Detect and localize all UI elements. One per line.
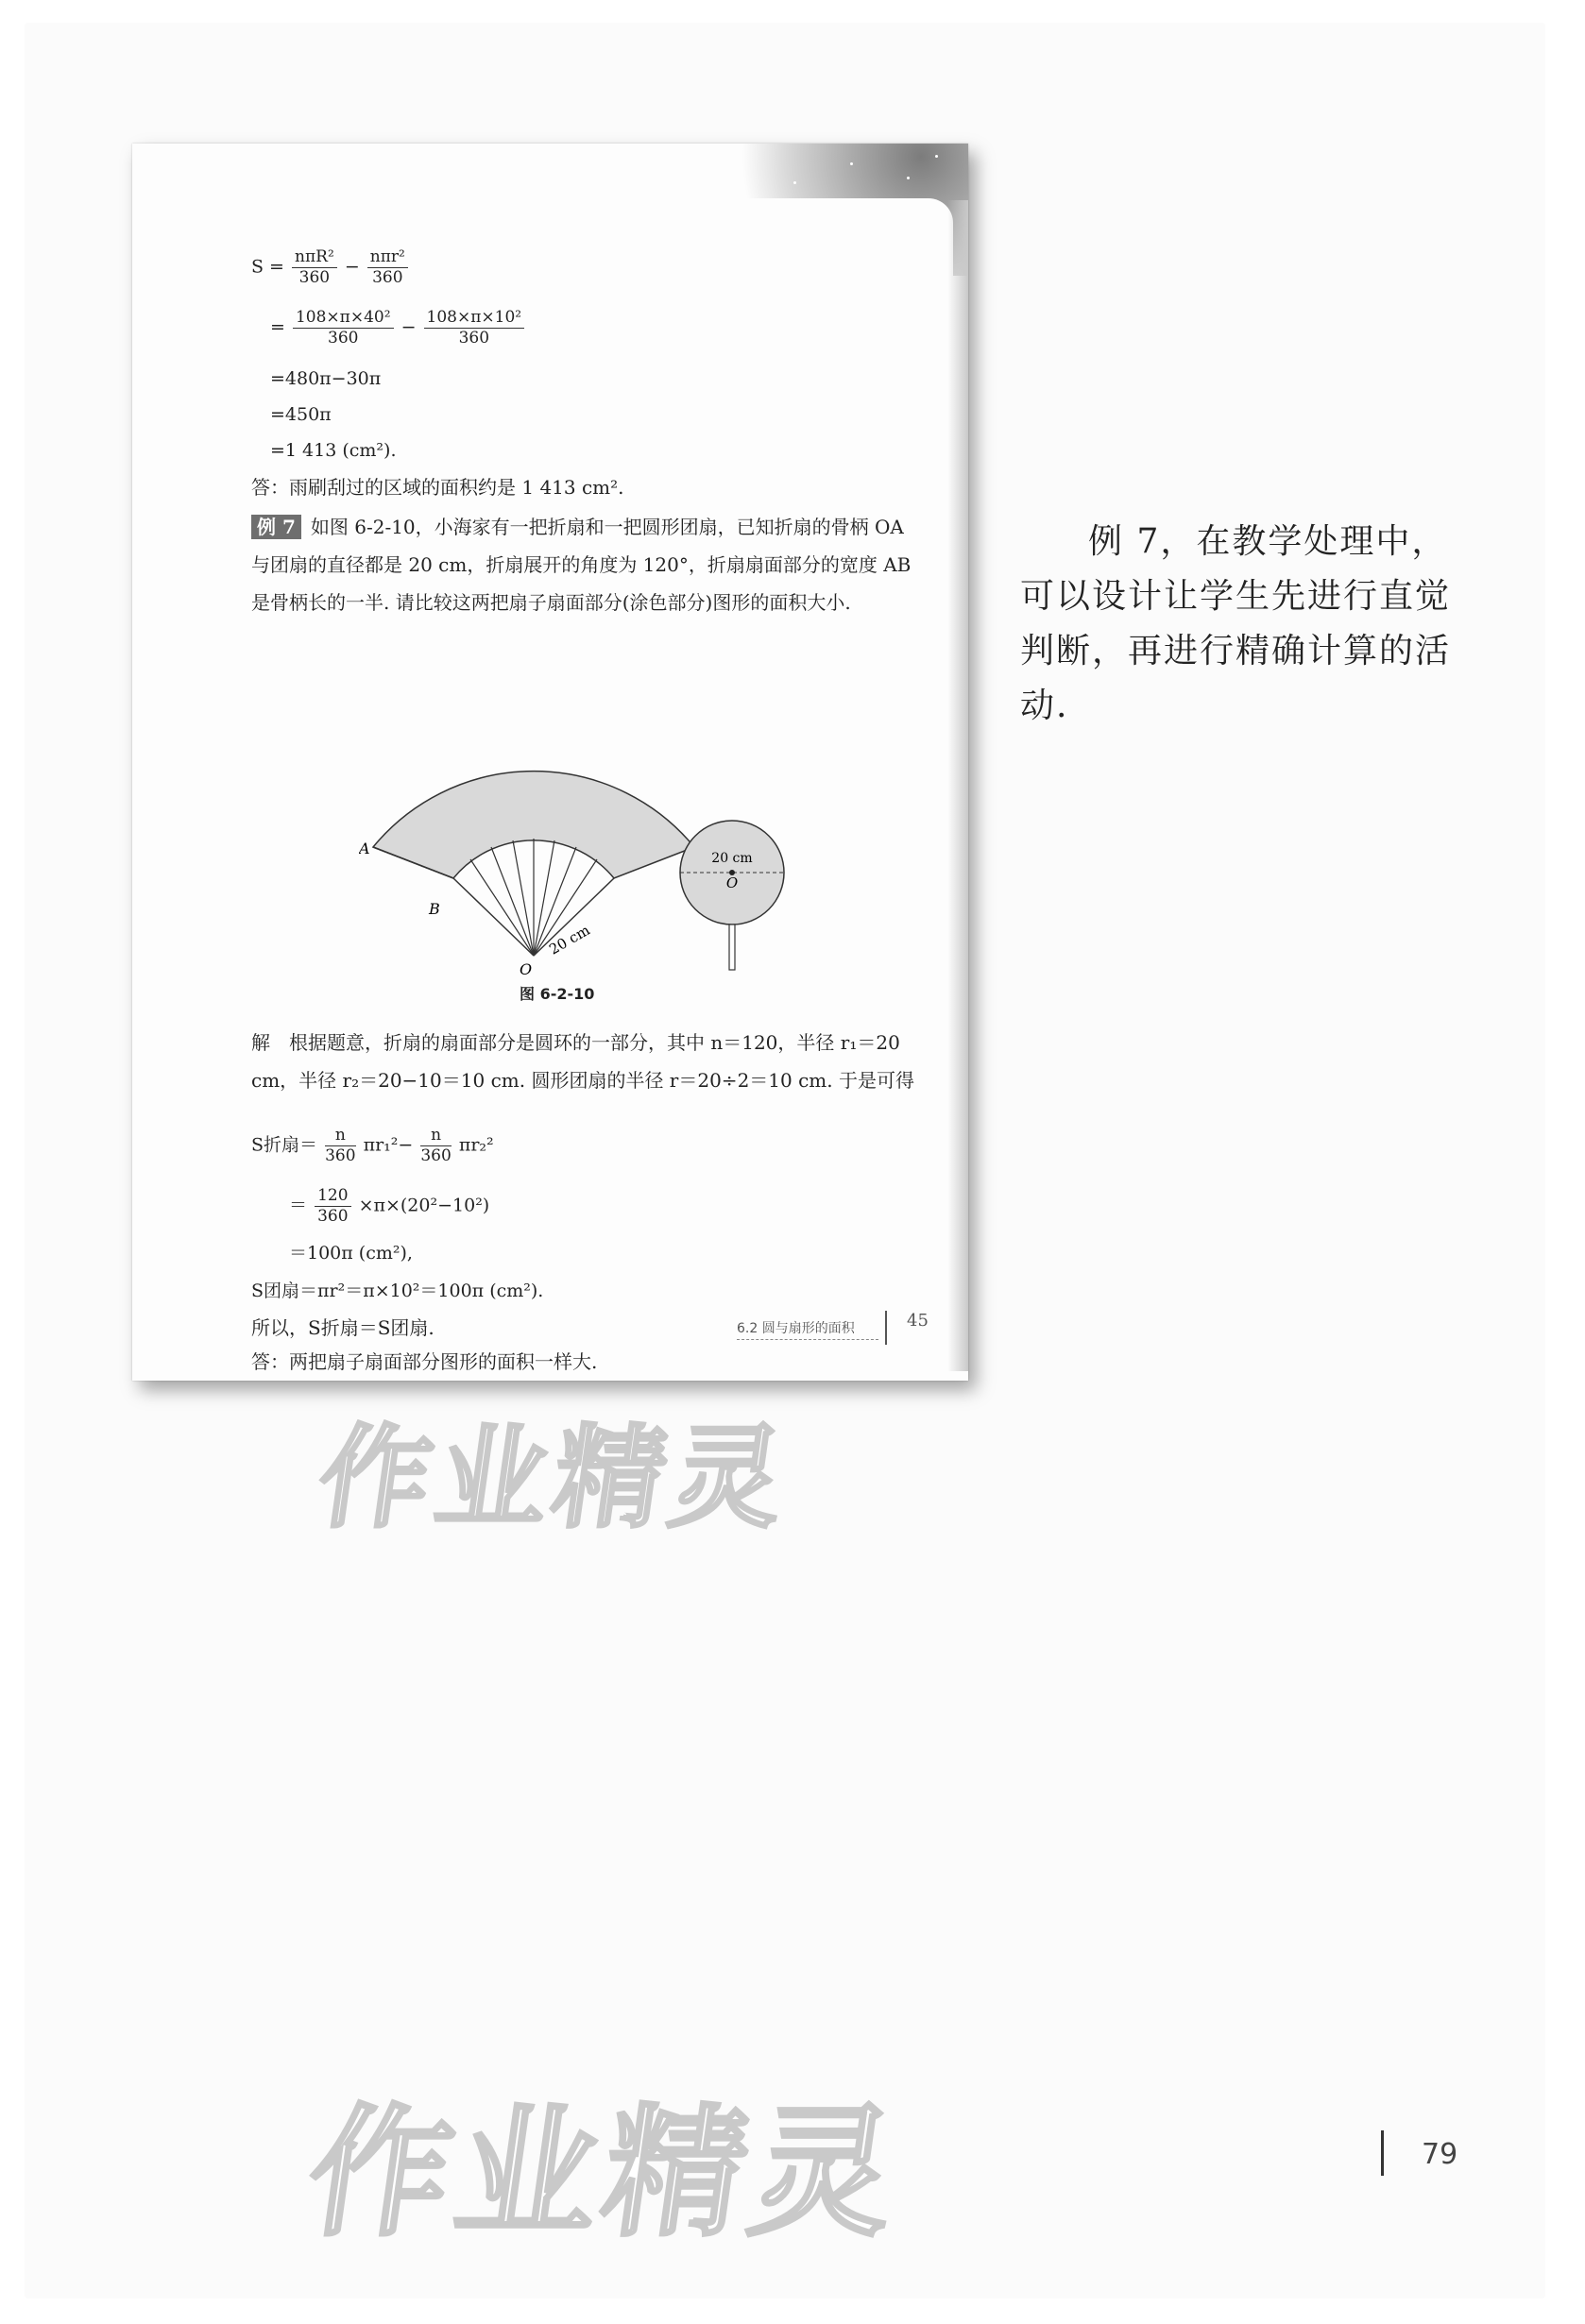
lhs: S折扇＝ xyxy=(251,1134,318,1156)
formula-line-5: =1 413 (cm²). xyxy=(270,440,397,461)
example-7 xyxy=(251,508,917,621)
equals: ＝ xyxy=(289,1195,308,1216)
section-title: 6.2 圆与扇形的面积 xyxy=(737,1321,855,1336)
end: ×π×(20²−10²) xyxy=(358,1195,490,1216)
label-A: A xyxy=(359,840,370,857)
fraction xyxy=(325,1128,355,1164)
figure-6-2-10 xyxy=(359,691,803,975)
answer-2: 答：两把扇子扇面部分图形的面积一样大. xyxy=(251,1350,598,1373)
solution-line-1 xyxy=(251,1128,494,1164)
figure-caption: 图 6-2-10 xyxy=(520,985,595,1003)
fraction xyxy=(420,1128,451,1164)
formula-lhs: S = xyxy=(251,256,284,278)
minus: − xyxy=(401,316,417,338)
teaching-note: 例 7，在教学处理中，可以设计让学生先进行直觉判断，再进行精确计算的活动. xyxy=(1020,522,1452,725)
denominator: 360 xyxy=(372,268,403,287)
numerator: nπr² xyxy=(367,249,408,268)
numerator: 120 xyxy=(315,1188,350,1207)
watermark-bottom: 作业精灵 xyxy=(298,2092,912,2256)
solution-line-4: S团扇＝πr²＝π×10²＝100π (cm²). xyxy=(251,1281,544,1301)
denominator: 360 xyxy=(328,329,359,348)
label-O-round: O xyxy=(725,874,739,891)
inset-page-number: 45 xyxy=(907,1311,929,1331)
middle: πr₁²− xyxy=(363,1134,414,1156)
denominator: 360 xyxy=(325,1146,356,1165)
formula-line-1 xyxy=(251,249,410,286)
numerator: n xyxy=(420,1128,451,1146)
sparkle xyxy=(850,162,853,165)
solution-line-2 xyxy=(289,1188,489,1225)
page-corner-mask xyxy=(707,198,953,312)
denominator: 360 xyxy=(298,268,331,287)
label-O-fan: O xyxy=(520,960,533,975)
fan-length-label: 20 cm xyxy=(546,921,593,958)
denominator: 360 xyxy=(420,1146,452,1165)
sparkle xyxy=(935,155,938,158)
solution-line-3: ＝100π (cm²), xyxy=(289,1243,413,1264)
numerator: nπR² xyxy=(292,249,337,268)
fraction xyxy=(292,249,337,286)
fraction xyxy=(367,249,408,286)
equals: = xyxy=(270,316,285,338)
denominator: 360 xyxy=(317,1207,349,1226)
sparkle xyxy=(793,181,796,184)
numerator: n xyxy=(325,1128,355,1146)
section-underline xyxy=(737,1339,878,1340)
solution-line-5: 所以，S折扇＝S团扇. xyxy=(251,1316,435,1339)
fraction xyxy=(315,1188,350,1225)
footer-divider xyxy=(885,1311,887,1345)
page-edge-shade xyxy=(947,200,968,1371)
watermark-top: 作业精灵 xyxy=(310,1413,798,1543)
label-B: B xyxy=(429,900,440,918)
example-text: 如图 6-2-10，小海家有一把折扇和一把圆形团扇，已知折扇的骨柄 OA 与团扇的直径都是 20 cm，折扇展开的角度为 120°，折扇扇面部分的宽度 AB 是骨柄长的一半. 请比较这两把扇子扇面部分(涂色部分)图形的面积大小. xyxy=(251,516,912,614)
denominator: 360 xyxy=(458,329,490,348)
page-number-bar xyxy=(1381,2130,1384,2176)
answer-1: 答：雨刷刮过的区域的面积约是 1 413 cm². xyxy=(251,476,624,499)
formula-line-4: =450π xyxy=(270,404,332,425)
page-number: 79 xyxy=(1422,2138,1458,2171)
numerator: 108×π×10² xyxy=(424,310,525,329)
diameter-label: 20 cm xyxy=(711,851,753,866)
formula-line-3: =480π−30π xyxy=(270,368,382,389)
numerator: 108×π×40² xyxy=(293,310,394,329)
formula-line-2 xyxy=(270,310,526,347)
textbook-page-inset xyxy=(132,144,968,1381)
solution-text: 解 根据题意，折扇的扇面部分是圆环的一部分，其中 n＝120，半径 r₁＝20 cm，半径 r₂＝20−10＝10 cm. 圆形团扇的半径 r＝20÷2＝10 cm. 于是可得 xyxy=(251,1031,914,1092)
fraction xyxy=(293,310,394,347)
sparkle xyxy=(907,177,910,179)
end: πr₂² xyxy=(458,1134,494,1156)
example-badge: 例 7 xyxy=(251,515,301,539)
fraction xyxy=(424,310,525,347)
minus: − xyxy=(344,256,360,278)
